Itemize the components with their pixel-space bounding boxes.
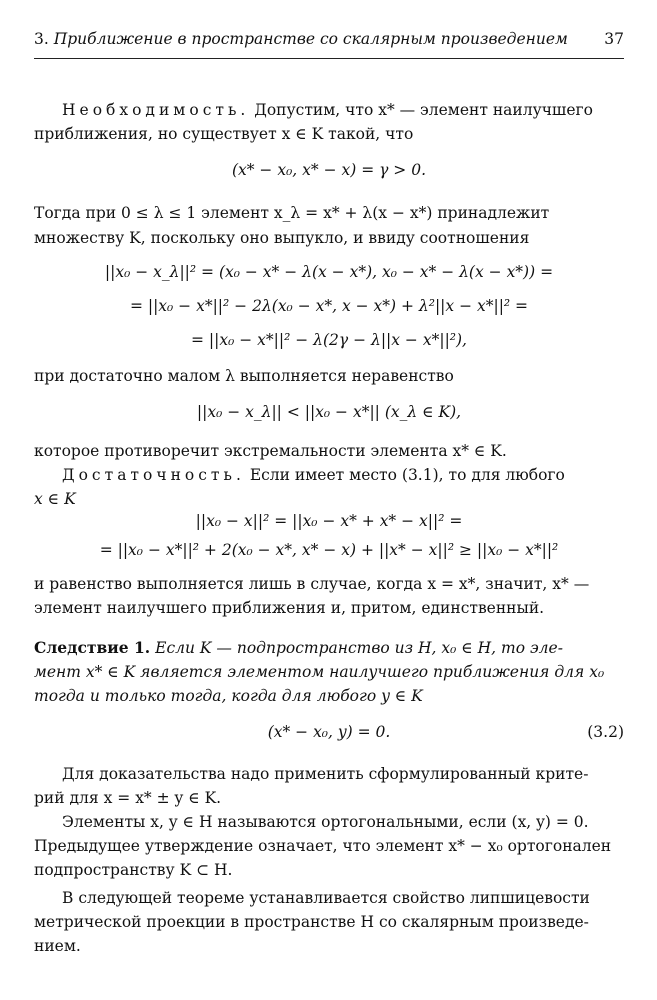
formula: = ||x₀ − x*||² − λ(2γ − λ||x − x*||²), (191, 331, 467, 349)
formula: (x* − x₀, x* − x) = γ > 0. (231, 161, 427, 179)
text-line: Для доказательства надо применить сформулированный крите- (62, 765, 589, 783)
text-line (62, 465, 624, 485)
header-rule (34, 58, 624, 59)
formula: = ||x₀ − x*||² + 2(x₀ − x*, x* − x) + ||x* − x||² ≥ ||x₀ − x*||² (99, 541, 559, 559)
formula: ||x₀ − x||² = ||x₀ − x* + x* − x||² = (195, 512, 463, 530)
text-line: приближения, но существует x ∈ K такой, что (34, 125, 414, 143)
proof-label-necessity: Необходимость. (62, 101, 250, 119)
text-line: метрической проекции в пространстве H со скалярным произведе- (34, 913, 589, 931)
text-line-content: Допустим, что x* — элемент наилучшего (254, 101, 593, 119)
section-number: 3. (34, 30, 49, 48)
text-line (62, 100, 624, 120)
text-line: В следующей теореме устанавливается свойство липшицевости (62, 889, 590, 907)
equation-number: (3.2) (587, 723, 624, 741)
text-line: при достаточно малом λ выполняется неравенство (34, 367, 454, 385)
text-line: Элементы x, y ∈ H называются ортогональными, если (x, y) = 0. (62, 813, 589, 831)
text-line: множеству K, поскольку оно выпукло, и ввиду соотношения (34, 229, 530, 247)
running-header (34, 30, 624, 48)
formula: = ||x₀ − x*||² − 2λ(x₀ − x*, x − x*) + λ²||x − x*||² = (129, 297, 529, 315)
corollary-line: мент x* ∈ K является элементом наилучшего приближения для x₀ (34, 663, 605, 681)
text-line: которое противоречит экстремальности элемента x* ∈ K. (34, 442, 507, 460)
text-line: Тогда при 0 ≤ λ ≤ 1 элемент x_λ = x* + λ(x − x*) принадлежит (34, 204, 550, 222)
corollary-line: тогда и только тогда, когда для любого y ∈ K (34, 687, 423, 705)
text-line: x ∈ K (34, 490, 76, 508)
corollary-label: Следствие 1. (34, 638, 151, 657)
text-line: рий для x = x* ± y ∈ K. (34, 789, 222, 807)
formula: (x* − x₀, y) = 0. (267, 723, 391, 741)
formula: ||x₀ − x_λ|| < ||x₀ − x*|| (x_λ ∈ K), (196, 403, 462, 421)
text-line: элемент наилучшего приближения и, притом, единственный. (34, 599, 545, 617)
proof-label-sufficiency: Достаточность. (62, 466, 245, 484)
section-title: Приближение в пространстве со скалярным произведением (53, 30, 568, 48)
text-line: нием. (34, 937, 81, 955)
page-number: 37 (604, 30, 624, 48)
formula-numbered (34, 722, 624, 742)
formula: ||x₀ − x_λ||² = (x₀ − x* − λ(x − x*), x₀ − x* − λ(x − x*)) = (104, 263, 554, 281)
text-line: Предыдущее утверждение означает, что элемент x* − x₀ ортогонален (34, 837, 612, 855)
corollary-line (34, 638, 624, 658)
text-line: подпространству K ⊂ H. (34, 861, 233, 879)
corollary-text: Если K — подпространство из H, x₀ ∈ H, то эле- (155, 639, 563, 657)
text-line-content: Если имеет место (3.1), то для любого (249, 466, 565, 484)
text-line: и равенство выполняется лишь в случае, когда x = x*, значит, x* — (34, 575, 590, 593)
